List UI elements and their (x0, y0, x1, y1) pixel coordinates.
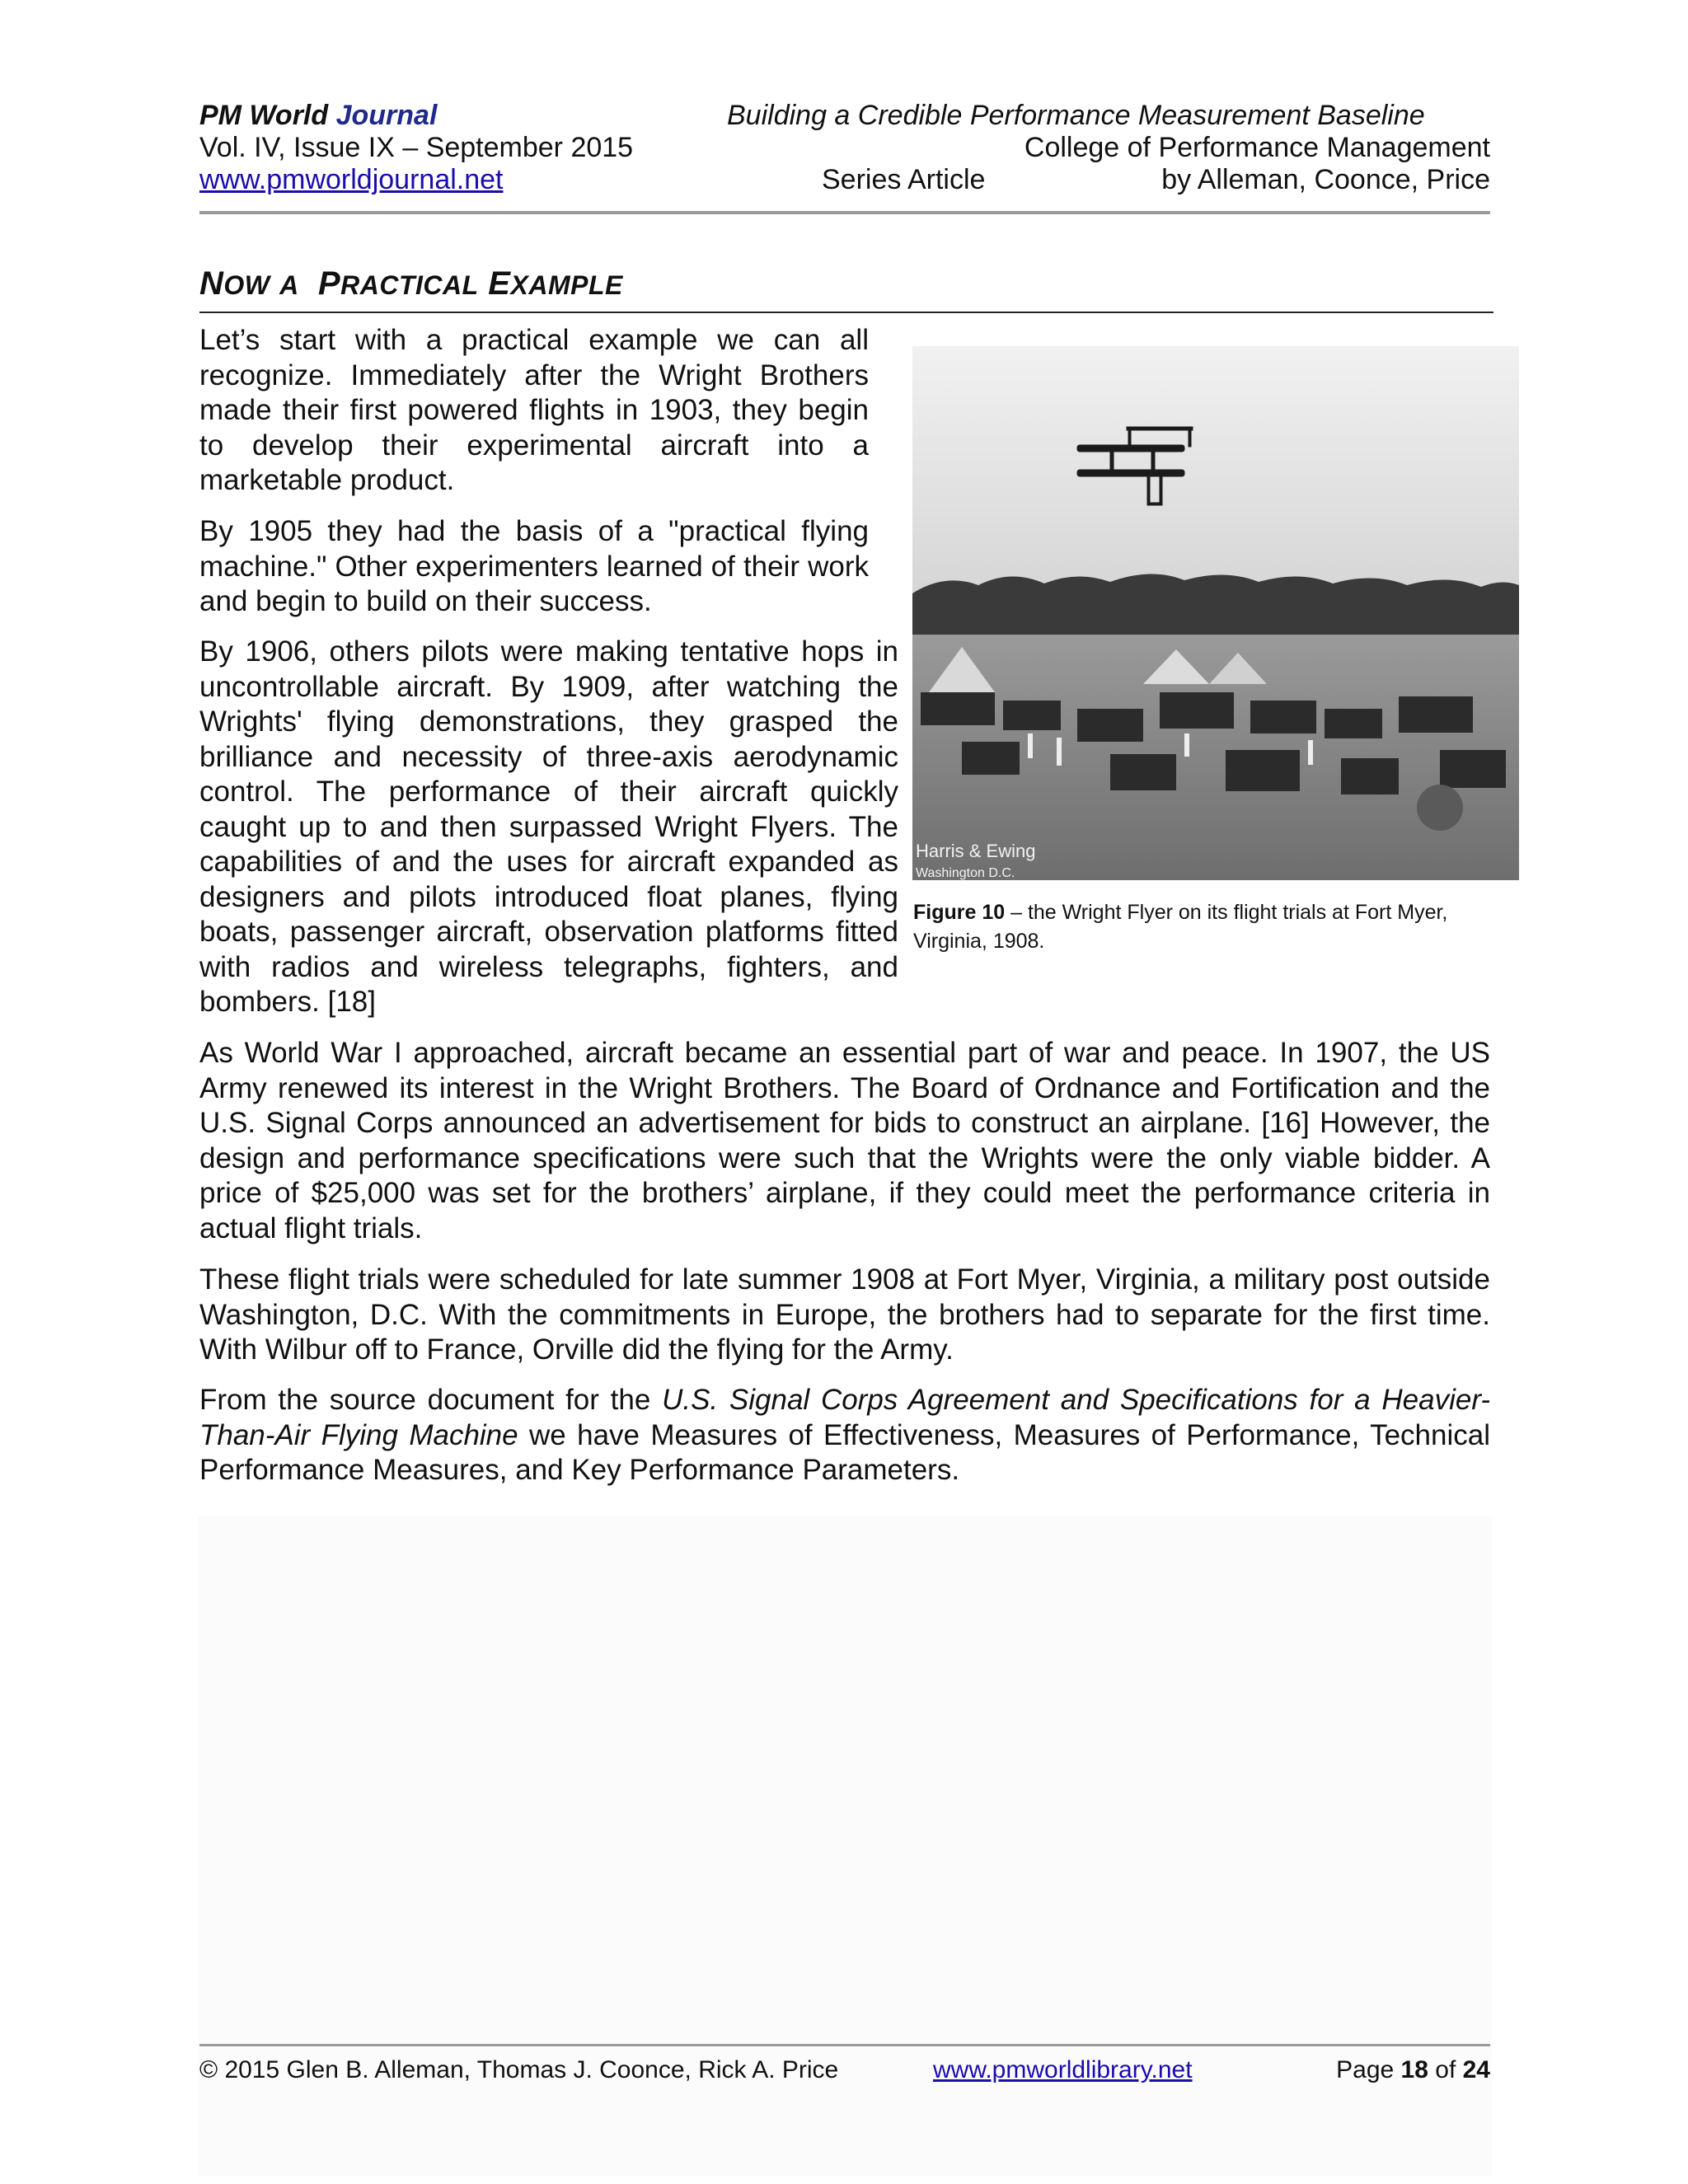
article-title: Building a Credible Performance Measurement Baseline (727, 100, 1425, 131)
series-label: Series Article (822, 164, 986, 195)
header-divider (199, 211, 1490, 214)
section-heading-underline (199, 312, 1493, 313)
page-number: Page 18 of 24 (1336, 2056, 1490, 2083)
paragraph-6: From the source document for the U.S. Signal Corps Agreement and Specifications for a Heavier-Than-Air Flying Machine we have Measures of Effectiveness, Measures of Performance, Technical Performance Measures, and Key Performance Parameters. (199, 1384, 1490, 1486)
organization: College of Performance Management (1024, 132, 1490, 163)
figure-caption (913, 898, 1523, 956)
paragraph-3: By 1906, others pilots were making tentative hops in uncontrollable aircraft. By 1909, after watching the Wrights' flying demonstrations, they grasped the brilliance and necessity of three-axis aerodynamic control. The performance of their aircraft quickly caught up to and then surpassed Wright Flyers. The capabilities of and the uses for aircraft expanded as designers and pilots introduced float planes, flying boats, passenger aircraft, observation platforms fitted with radios and wireless telegraphs, fighters, and bombers. [18] (199, 635, 898, 1018)
paragraph-1: Let’s start with a practical example we can all recognize. Immediately after the Wright Brothers made their first powered flights in 1903, they begin to develop their experimental aircraft into a marketable product. (199, 324, 869, 496)
header-line-2 (199, 131, 1490, 164)
figure-label: Figure 10 (913, 901, 1006, 924)
journal-website-link[interactable]: www.pmworldjournal.net (199, 164, 504, 195)
footer-copyright: © 2015 Glen B. Alleman, Thomas J. Coonce, Rick A. Price (199, 2056, 839, 2083)
paragraph-4: As World War I approached, aircraft became an essential part of war and peace. In 1907, the US Army renewed its interest in the Wright Brothers. The Board of Ordnance and Fortification and the U.S. Signal Corps announced an advertisement for bids to construct an airplane. [16] However, the design and performance specifications were such that the Wrights were the only viable bidder. A price of $25,000 was set for the brothers’ airplane, if they could meet the performance criteria in actual flight trials. (199, 1037, 1490, 1244)
library-website-link[interactable]: www.pmworldlibrary.net (933, 2056, 1193, 2083)
figure-caption-text: – the Wright Flyer on its flight trials at Fort Myer, Virginia, 1908. (913, 901, 1448, 953)
photo-credit: Harris & Ewing (916, 841, 1036, 861)
paragraph-2: By 1905 they had the basis of a "practical flying machine." Other experimenters learned of their work and begin to build on their success. (199, 515, 869, 617)
photo-credit-location: Washington D.C. (916, 866, 1015, 880)
volume-issue: Vol. IV, Issue IX – September 2015 (199, 132, 634, 163)
journal-name: PM World Journal (199, 100, 438, 131)
authors: by Alleman, Coonce, Price (1161, 164, 1490, 195)
footer-divider (199, 2044, 1490, 2046)
wright-flyer-photo (912, 346, 1519, 880)
source-document-title: U.S. Signal Corps Agreement and Specifications for a Heavier-Than-Air Flying Machine (199, 1384, 1490, 1451)
header-line-1 (199, 99, 1490, 132)
paragraph-5: These flight trials were scheduled for late summer 1908 at Fort Myer, Virginia, a military post outside Washington, D.C. With the commitments in Europe, the brothers had to separate for the first time. With Wilbur off to France, Orville did the flying for the Army. (199, 1263, 1490, 1366)
section-heading: NOW A PRACTICAL EXAMPLE (199, 265, 623, 302)
header-line-3 (199, 163, 1490, 196)
